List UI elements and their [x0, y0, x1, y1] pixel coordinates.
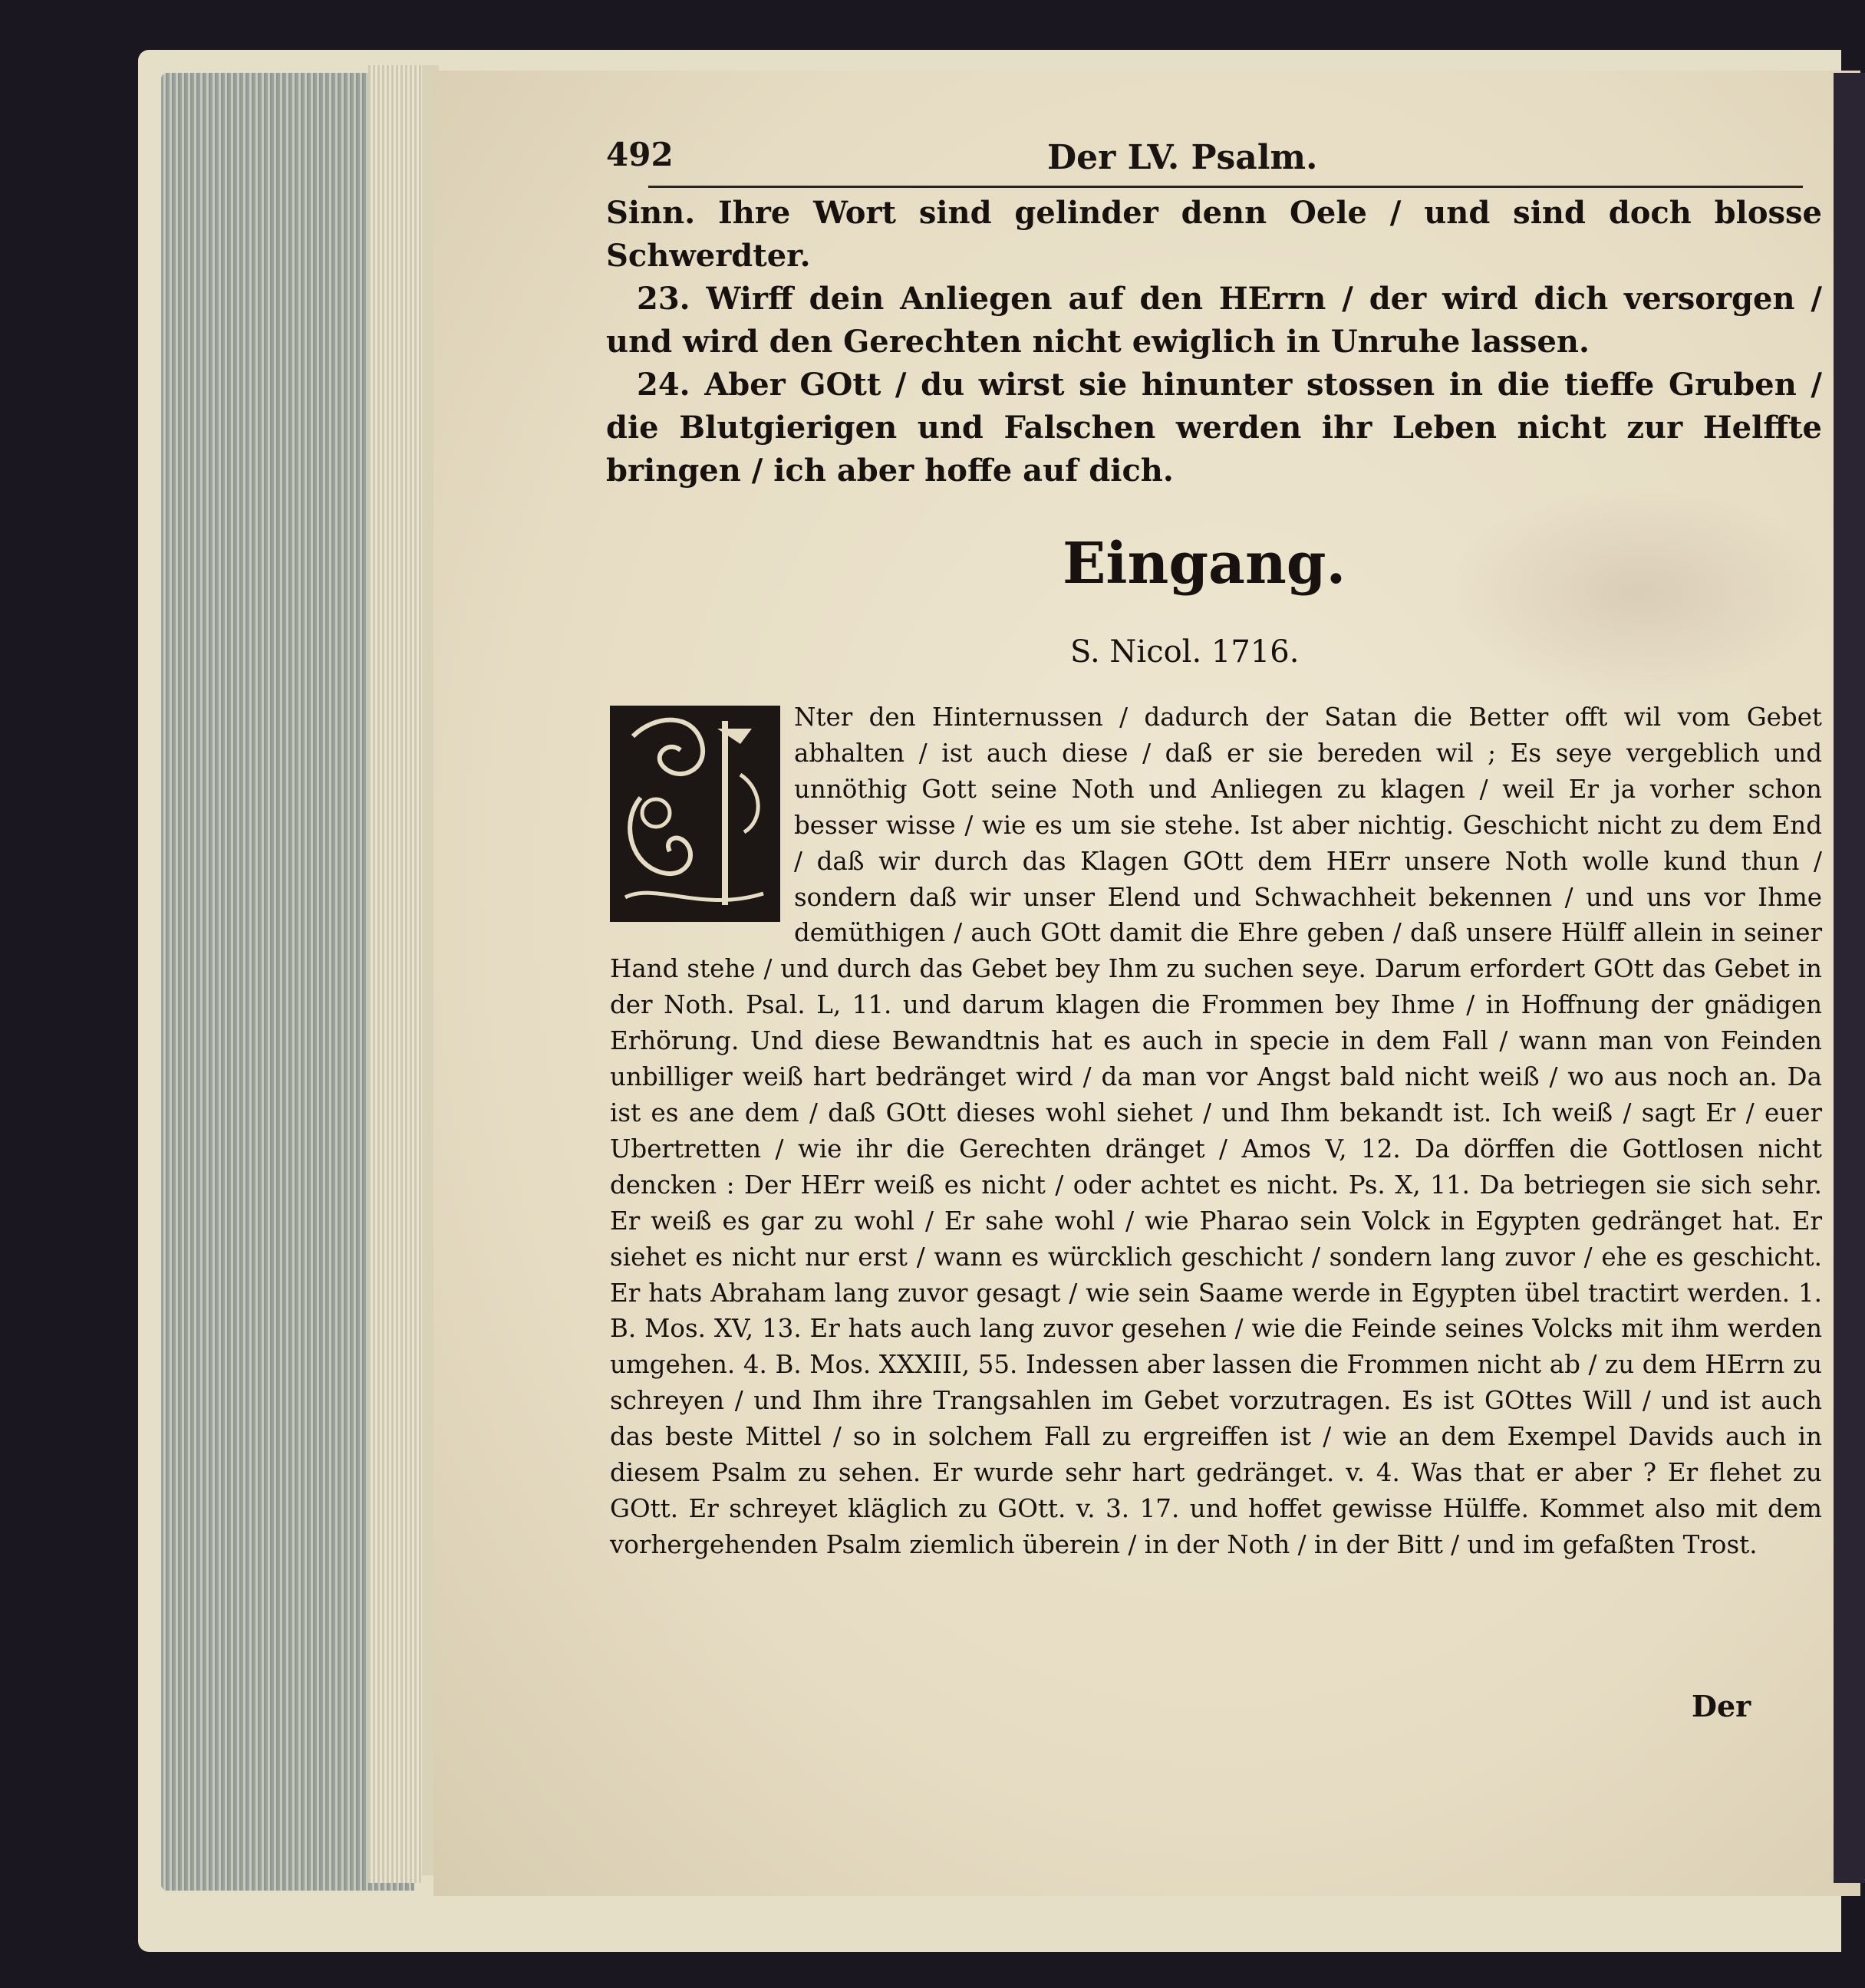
sermon-text: Nter den Hinternussen / dadurch der Satan die Better offt wil vom Gebet abhalten / ist auch diese / daß er sie bereden wil ; Es seye vergeblich und unnöthig Gott seine Noth und Anliegen zu klagen / weil Er ja vorher schon besser wisse / wie es um sie stehe. Ist aber nichtig. Geschicht nicht zu dem End / daß wir durch das Klagen GOtt dem HErr unsere Noth wolle kund thun / sondern daß wir unser Elend und Schwachheit bekennen / und uns vor Ihme demüthigen / auch GOtt damit die Ehre geben / daß unsere Hülff allein in seiner Hand stehe / und durch das Gebet bey Ihm zu suchen seye. Darum erfordert GOtt das Gebet in der Noth. Psal. L, 11. und darum klagen die Frommen bey Ihme / in Hoffnung der gnädigen Erhörung. Und diese Bewandtnis hat es auch in specie in dem Fall / wann man von Feinden unbilliger weiß hart bedränget wird / da man vor Angst bald nicht weiß / wo aus noch an. Da ist es ane dem / daß GOtt dieses wohl siehet / und Ihm bekandt ist. Ich weiß / sagt Er / euer Ubertretten / wie ihr die Gerechten dränget / Amos V, 12. Da dörffen die Gottlosen nicht dencken : Der HErr weiß es nicht / oder achtet es nicht. Ps. X, 11. Da betriegen sie sich sehr. Er weiß es gar zu wohl / Er sahe wohl / wie Pharao sein Volck in Egypten gedränget hat. Er siehet es nicht nur erst / wann es würcklich geschicht / sondern lang zuvor / ehe es geschicht. Er hats Abraham lang zuvor gesagt / wie sein Saame werde in Egypten übel tractirt werden. 1. B. Mos. XV, 13. Er hats auch lang zuvor gesehen / wie die Feinde seines Volcks mit ihm werden umgehen. 4. B. Mos. XXXIII, 55. Indessen aber lassen die Frommen nicht ab / zu dem HErrn zu schreyen / und Ihm ihre Trangsahlen im Gebet vorzutragen. Es ist GOttes Will / und ist auch das beste Mittel / so in solchem Fall zu ergreiffen ist / wie an dem Exempel Davids auch in diesem Psalm zu sehen. Er wurde sehr hart gedränget. v. 4. Was that er aber ? Er flehet zu GOtt. Er schreyet kläglich zu GOtt. v. 3. 17. und hoffet gewisse Hülffe. Kommet also mit dem vorhergehenden Psalm ziemlich überein / in der Noth / in der Bitt / und im gefaßten Trost. [610, 703, 1822, 1559]
verse-text: Wirff dein Anliegen auf den HErrn / der wird dich versorgen / und wird den Gerechten nicht ewiglich in Unruhe lassen. [606, 281, 1822, 360]
catchword: Der [1692, 1689, 1751, 1723]
sermon-date: S. Nicol. 1716. [1070, 634, 1300, 670]
decorated-initial [610, 706, 780, 922]
verse-continuation [606, 192, 1822, 278]
section-heading: Eingang. [1063, 531, 1346, 597]
page-edges-inner [368, 65, 422, 1883]
sermon-body [610, 699, 1822, 1563]
running-head: Der LV. Psalm. [1047, 138, 1318, 177]
verse-24 [606, 364, 1822, 492]
book-page [433, 71, 1860, 1896]
verse-text: Sinn. Ihre Wort sind gelinder denn Oele / und sind doch blosse Schwerdter. [606, 195, 1822, 274]
background-edge [1834, 73, 1865, 1883]
verse-number: 23. [637, 281, 690, 317]
ink-bleed-through [1446, 485, 1830, 699]
verse-23 [606, 278, 1822, 364]
decorated-initial-icon [610, 706, 780, 922]
header-rule [648, 186, 1803, 188]
psalm-verses [606, 192, 1822, 492]
verse-text: Aber GOtt / du wirst sie hinunter stossen in die tieffe Gruben / die Blutgierigen und Falschen werden ihr Leben nicht zur Helffte bringen / ich aber hoffe auf dich. [606, 367, 1822, 489]
verse-number: 24. [637, 367, 690, 403]
page-number: 492 [606, 136, 674, 173]
